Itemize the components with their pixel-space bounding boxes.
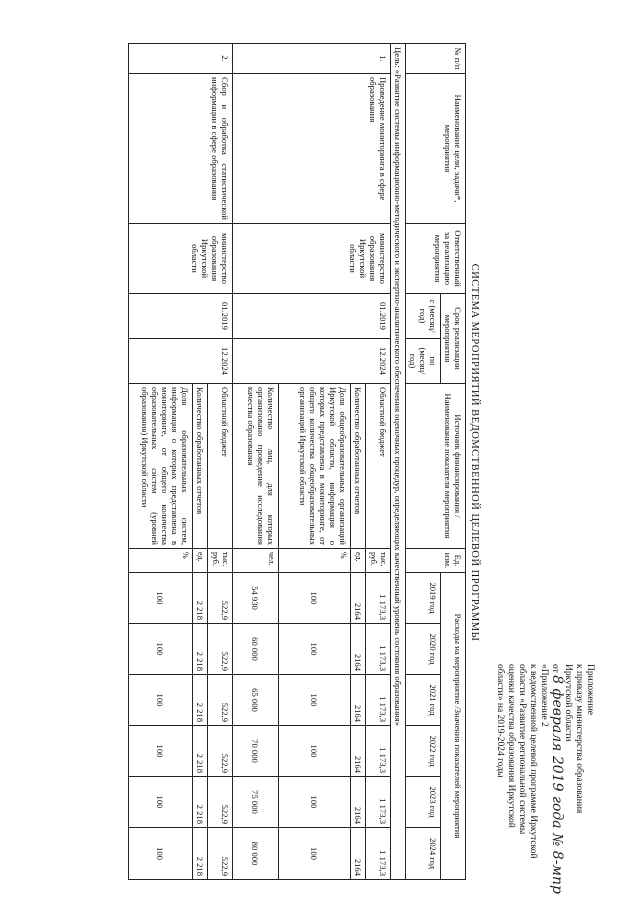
item-value: 522,9	[208, 675, 233, 726]
item-value: 70 000	[233, 726, 279, 777]
item-value: 2 218	[193, 573, 208, 624]
col-to: по (месяц/ год)	[406, 339, 441, 384]
table-header-row	[441, 44, 466, 880]
item-value: 60 000	[233, 624, 279, 675]
row-to: 12.2024	[129, 339, 233, 384]
item-value: 2 218	[193, 675, 208, 726]
item-value: 100	[279, 573, 351, 624]
item-value: 1 173,3	[366, 624, 391, 675]
item-value: 1 173,3	[366, 777, 391, 828]
item-value: 100	[279, 726, 351, 777]
item-value: 100	[279, 675, 351, 726]
item-unit: тыс. руб.	[366, 549, 391, 573]
item-value: 2164	[351, 675, 366, 726]
goal-text: Цель: «Развитие системы информационно-методического и экспертно-аналитического обеспечения оценочных процедур, определяющих качественный уровень состояния образования»	[391, 44, 406, 880]
header-line: области «Развитие региональной системы	[517, 664, 527, 835]
goal-row	[391, 44, 406, 880]
item-value: 100	[129, 675, 193, 726]
header-line: «Приложение 2	[539, 664, 549, 727]
col-num: № п/п	[406, 44, 466, 74]
item-value: 100	[279, 624, 351, 675]
item-unit: тыс. руб.	[208, 549, 233, 573]
col-period: Срок реализации мероприятия	[441, 294, 466, 384]
item-unit: %	[129, 549, 193, 573]
item-value: 1 173,3	[366, 675, 391, 726]
approval-header	[494, 664, 595, 895]
item-label: Количество обработанных отчетов	[351, 384, 366, 549]
item-value: 2 218	[193, 624, 208, 675]
header-line: Приложение	[585, 664, 595, 715]
item-value: 2 218	[193, 828, 208, 880]
row-num: 2.	[129, 44, 233, 74]
item-value: 100	[129, 573, 193, 624]
item-value: 1 173,3	[366, 573, 391, 624]
item-value: 65 000	[233, 675, 279, 726]
header-line: к приказу министерства образования	[574, 664, 584, 814]
col-year: 2022 год	[406, 726, 441, 777]
col-year: 2020 год	[406, 624, 441, 675]
item-value: 2164	[351, 777, 366, 828]
item-unit: %	[279, 549, 351, 573]
item-value: 1 173,3	[366, 828, 391, 880]
item-value: 100	[279, 828, 351, 880]
col-expenses: Расходы на мероприятие /Значения показателей мероприятия	[441, 573, 466, 880]
item-value: 522,9	[208, 777, 233, 828]
header-line: к ведомственной целевой программе Иркутской	[528, 664, 538, 859]
col-year: 2023 год	[406, 777, 441, 828]
item-label: Количество лиц, для которых организовано проведение исследования качества образования	[233, 384, 279, 549]
item-label: Количество обработанных отчетов	[193, 384, 208, 549]
table-row	[208, 44, 233, 880]
document-title: СИСТЕМА МЕРОПРИЯТИЙ ВЕДОМСТВЕННОЙ ЦЕЛЕВОЙ ПРОГРАММЫ	[469, 263, 480, 642]
header-line: Иркутской области	[563, 664, 573, 742]
item-unit: ед.	[351, 549, 366, 573]
item-value: 522,9	[208, 573, 233, 624]
row-to: 12.2024	[233, 339, 391, 384]
col-resp: Ответственный за реализацию мероприятия	[406, 224, 466, 294]
item-value: 80 000	[233, 828, 279, 880]
item-label: Доля образовательных систем, информация о которых представлена в мониторинге, от общего количества образовательных систем (уровней образования) Иркутской области	[129, 384, 193, 549]
item-label: Областной бюджет	[366, 384, 391, 549]
item-value: 100	[129, 726, 193, 777]
item-value: 100	[129, 777, 193, 828]
table-row	[366, 44, 391, 880]
item-value: 2164	[351, 573, 366, 624]
col-year: 2024 год	[406, 828, 441, 880]
item-value: 100	[279, 777, 351, 828]
item-value: 2164	[351, 726, 366, 777]
item-unit: ед.	[193, 549, 208, 573]
item-value: 2 218	[193, 777, 208, 828]
row-from: 01.2019	[233, 294, 391, 339]
header-line: от 8 февраля 2019 года № 8-мпр	[549, 664, 565, 895]
item-label: Доля общеобразовательных организаций Иркутской области, информация о которых представлена в мониторинге, от общего количества общеобразовательных организаций Иркутской области	[279, 384, 351, 549]
item-unit: чел.	[233, 549, 279, 573]
col-year: 2019 год	[406, 573, 441, 624]
item-value: 1 173,3	[366, 726, 391, 777]
col-name: Наименование цели, задачи*, мероприятия	[406, 74, 466, 224]
col-from: с (месяц/ год)	[406, 294, 441, 339]
row-resp: министерство образования Иркутской области	[129, 224, 233, 294]
item-label: Областной бюджет	[208, 384, 233, 549]
item-value: 2164	[351, 624, 366, 675]
col-unit: Ед. изм.	[406, 549, 466, 573]
item-value: 2 218	[193, 726, 208, 777]
item-value: 54 930	[233, 573, 279, 624]
item-value: 522,9	[208, 828, 233, 880]
row-num: 1.	[233, 44, 391, 74]
item-value: 75 000	[233, 777, 279, 828]
header-line: области» на 2019-2024 годы	[495, 664, 505, 778]
row-name: Сбор и обработка статистической информации в сфере образования	[129, 74, 233, 224]
item-value: 522,9	[208, 624, 233, 675]
item-value: 2164	[351, 828, 366, 880]
handwritten-date: 8 февраля 2019 года № 8-мпр	[549, 675, 565, 895]
header-line: оценки качества образования Иркутской	[506, 664, 516, 828]
row-from: 01.2019	[129, 294, 233, 339]
row-resp: министерство образования Иркутской области	[233, 224, 391, 294]
item-value: 100	[129, 828, 193, 880]
col-source: Источник финансирования / Наименование показателя мероприятия	[406, 384, 466, 549]
program-table	[128, 43, 466, 880]
row-name: Проведение мониторинга в сфере образования	[233, 74, 391, 224]
col-year: 2021 год	[406, 675, 441, 726]
item-value: 522,9	[208, 726, 233, 777]
item-value: 100	[129, 624, 193, 675]
